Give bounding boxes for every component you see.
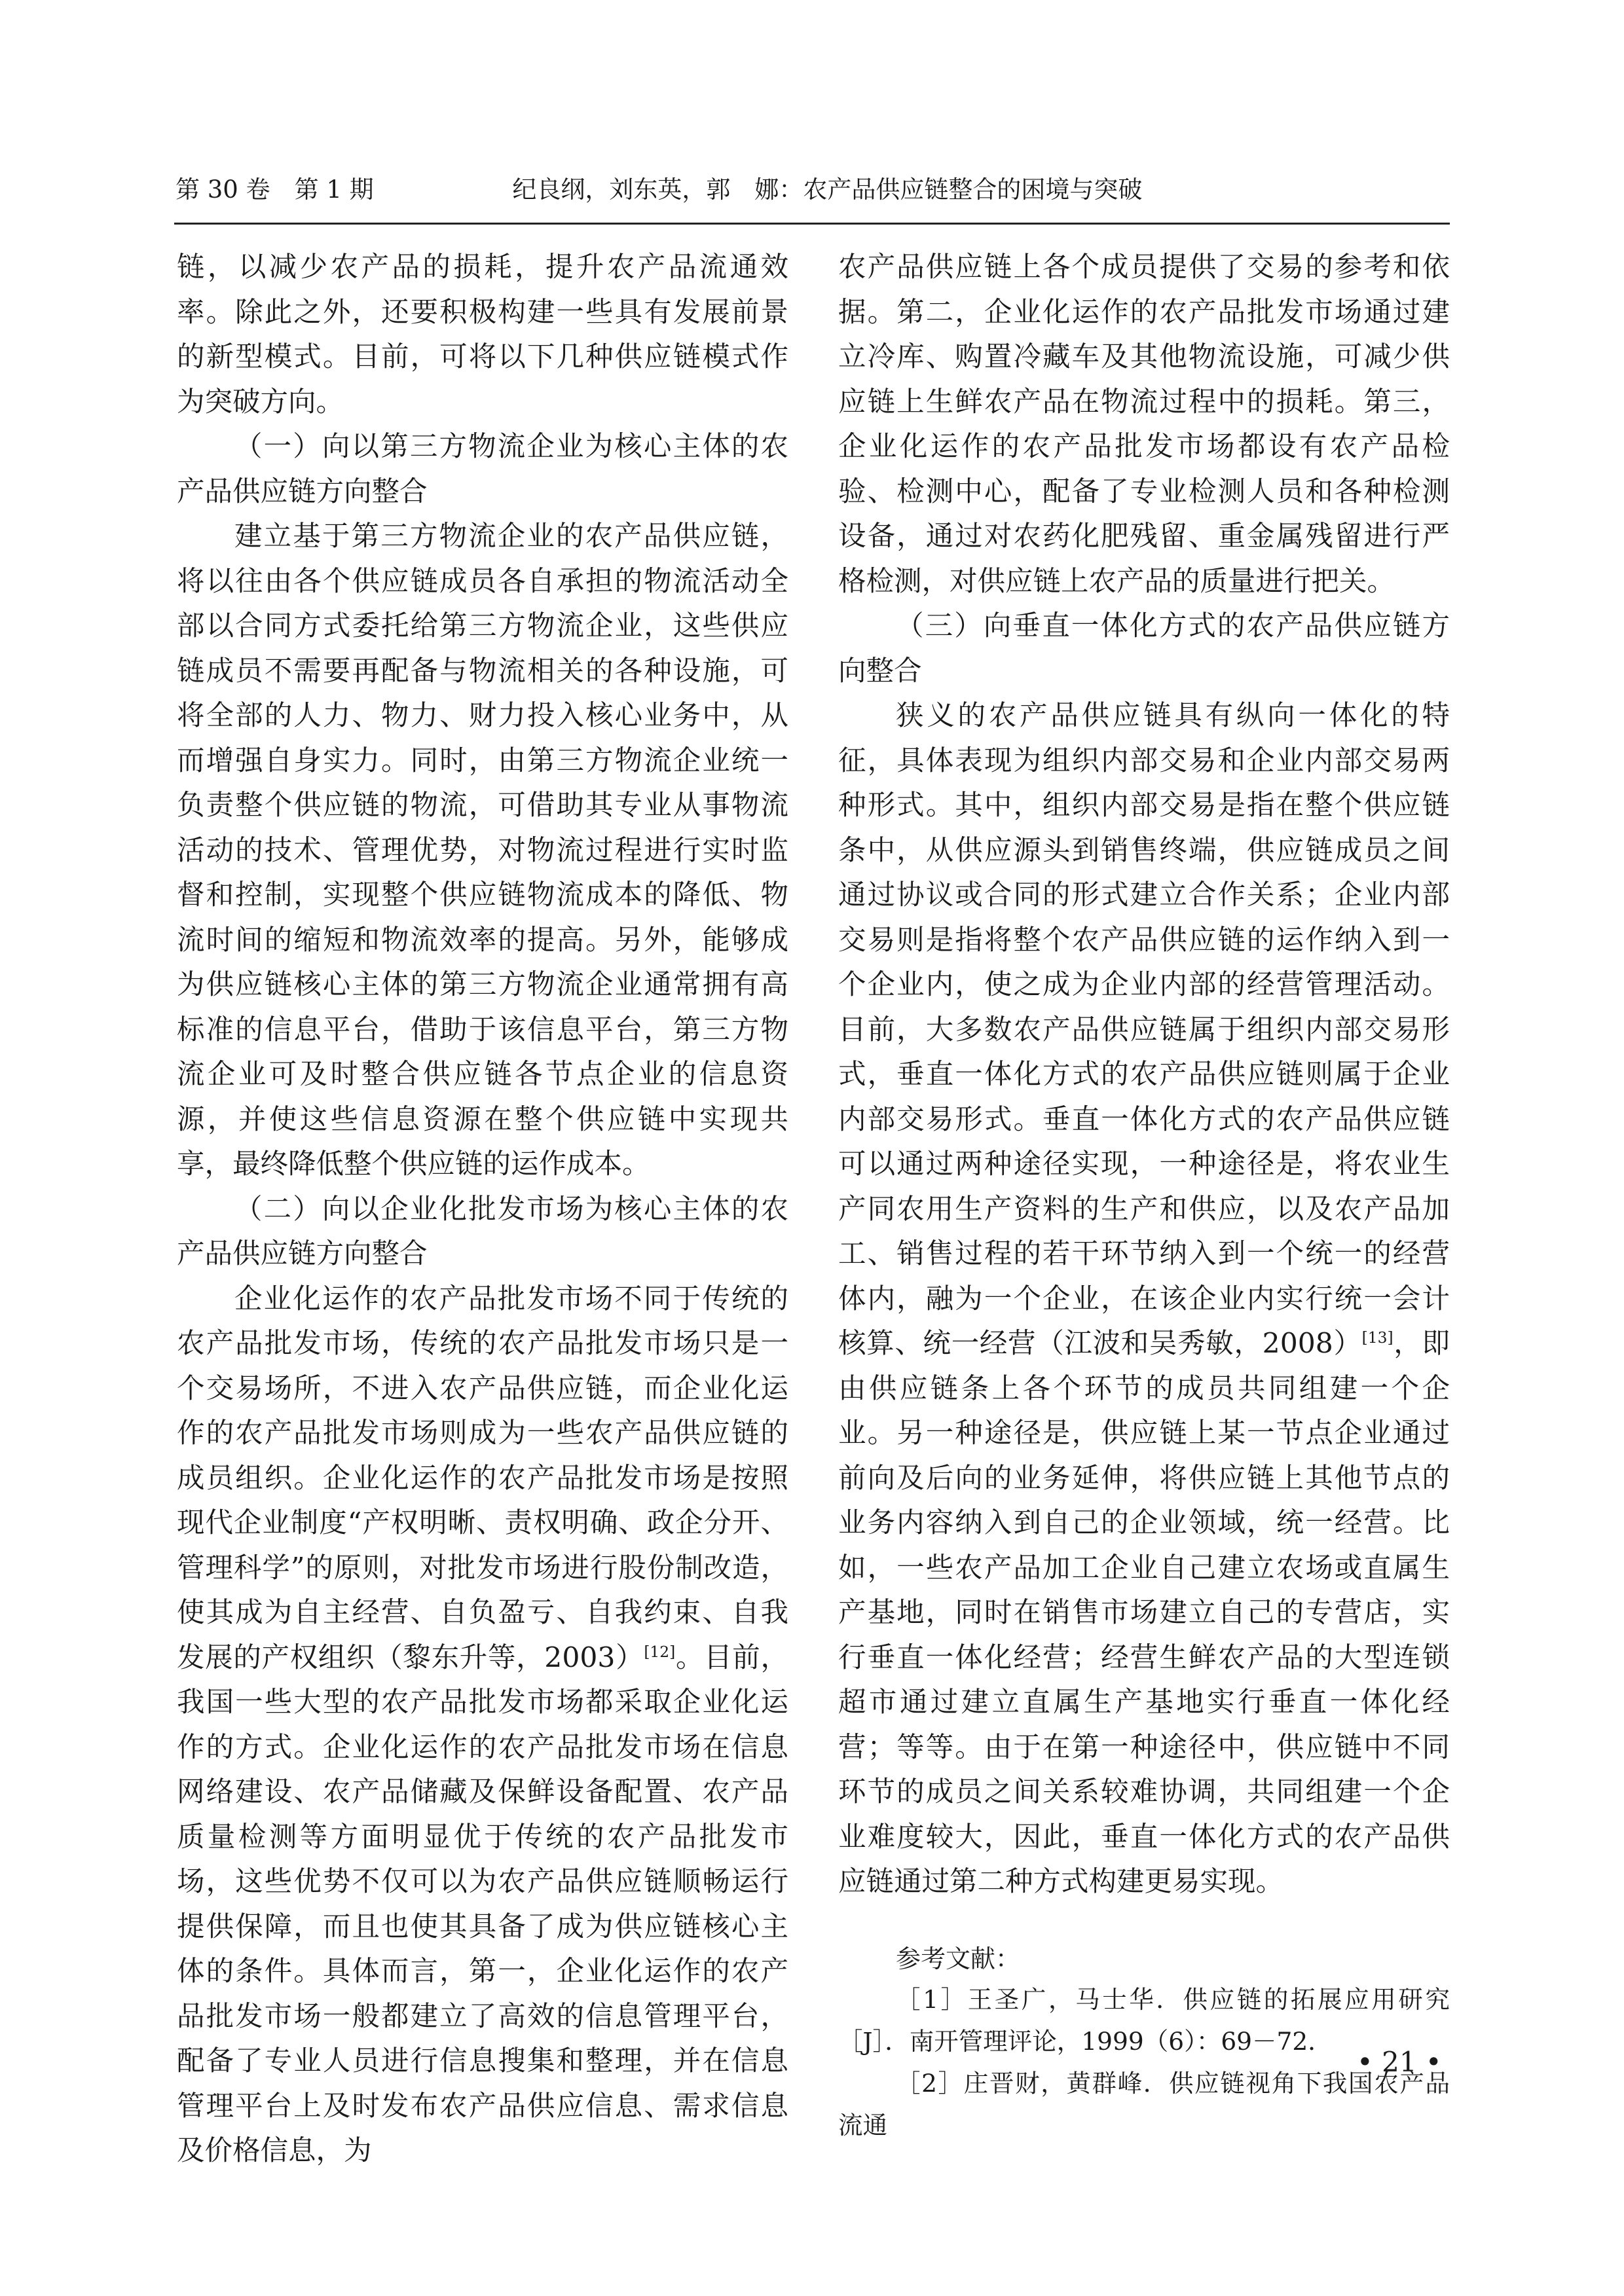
section-heading-1: （一）向以第三方物流企业为核心主体的农产品供应链方向整合 bbox=[177, 431, 788, 508]
header-rule bbox=[174, 223, 1450, 225]
citation-13: [13] bbox=[1361, 1328, 1393, 1347]
paragraph-text: 狭义的农产品供应链具有纵向一体化的特征，具体表现为组织内部交易和企业内部交易两种形式。其中，组织内部交易是指在整个供应链条中，从供应源头到销售终端，供应链成员之间通过协议或合同的形式建立合作关系；企业内部交易则是指将整个农产品供应链的运作纳入到一个企业内，使之成为企业内部的经营管理活动。目前，大多数农产品供应链属于组织内部交易形式，垂直一体化方式的农产品供应链则属于企业内部交易形式。垂直一体化方式的农产品供应链可以通过两种途径实现，一种途径是，将农业生产同农用生产资料的生产和供应，以及农产品加工、销售过程的若干环节纳入到一个统一的经营体内，融为一个企业，在该企业内实行统一会计核算、统一经营（江波和吴秀敏，2008） bbox=[838, 700, 1450, 1360]
paragraph-continued: 链，以减少农产品的损耗，提升农产品流通效率。除此之外，还要积极构建一些具有发展前景的新型模式。目前，可将以下几种供应链模式作为突破方向。 bbox=[177, 251, 788, 418]
paragraph-third-party-logistics: 建立基于第三方物流企业的农产品供应链，将以往由各个供应链成员各自承担的物流活动全部以合同方式委托给第三方物流企业，这些供应链成员不需要再配备与物流相关的各种设施，可将全部的人力、物力、财力投入核心业务中，从而增强自身实力。同时，由第三方物流企业统一负责整个供应链的物流，可借助其专业从事物流活动的技术、管理优势，对物流过程进行实时监督和控制，实现整个供应链物流成本的降低、物流时间的缩短和物流效率的提高。另外，能够成为供应链核心主体的第三方物流企业通常拥有高标准的信息平台，借助于该信息平台，第三方物流企业可及时整合供应链各节点企业的信息资源，并使这些信息资源在整个供应链中实现共享，最终降低整个供应链的运作成本。 bbox=[177, 520, 788, 1180]
running-header bbox=[175, 173, 1142, 206]
paragraph-text: 。目前，我国一些大型的农产品批发市场都采取企业化运作的方式。企业化运作的农产品批发市场在信息网络建设、农产品储藏及保鲜设备配置、农产品质量检测等方面明显优于传统的农产品批发市场，这些优势不仅可以为农产品供应链顺畅运行提供保障，而且也使其具备了成为供应链核心主体的条件。具体而言，第一，企业化运作的农产品批发市场一般都建立了高效的信息管理平台，配备了专业人员进行信息搜集和整理，并在信息管理平台上及时发布农产品供应信息、需求信息及价格信息，为 bbox=[177, 1641, 788, 2167]
left-column bbox=[177, 246, 788, 2174]
paragraph-continued: 农产品供应链上各个成员提供了交易的参考和依据。第二，企业化运作的农产品批发市场通过建立冷库、购置冷藏车及其他物流设施，可减少供应链上生鲜农产品在物流过程中的损耗。第三，企业化运作的农产品批发市场都设有农产品检验、检测中心，配备了专业检测人员和各种检测设备，通过对农药化肥残留、重金属残留进行严格检测，对供应链上农产品的质量进行把关。 bbox=[838, 251, 1450, 598]
article-authors-title: 纪良纲，刘东英，郭 娜：农产品供应链整合的困境与突破 bbox=[512, 175, 1143, 204]
reference-item: ［2］庄晋财，黄群峰．供应链视角下我国农产品流通 bbox=[838, 2068, 1450, 2140]
paragraph-vertical-integration bbox=[838, 694, 1450, 1905]
paragraph-text: ，即由供应链条上各个环节的成员共同组建一个企业。另一种途径是，供应链上某一节点企业通过前向及后向的业务延伸，将供应链上其他节点的业务内容纳入到自己的企业领域，统一经营。比如，一些农产品加工企业自己建立农场或直属生产基地，同时在销售市场建立自己的专营店，实行垂直一体化经营；经营生鲜农产品的大型连锁超市通过建立直属生产基地实行垂直一体化经营；等等。由于在第一种途径中，供应链中不同环节的成员之间关系较难协调，共同组建一个企业难度较大，因此，垂直一体化方式的农产品供应链通过第二种方式构建更易实现。 bbox=[838, 1328, 1450, 1898]
paragraph-text: 企业化运作的农产品批发市场不同于传统的农产品批发市场，传统的农产品批发市场只是一个交易场所，不进入农产品供应链，而企业化运作的农产品批发市场则成为一些农产品供应链的成员组织。企业化运作的农产品批发市场是按照现代企业制度“产权明晰、责权明确、政企分开、管理科学”的原则，对批发市场进行股份制改造，使其成为自主经营、自负盈亏、自我约束、自我发展的产权组织（黎东升等，2003） bbox=[177, 1283, 788, 1674]
journal-volume-issue: 第 30 卷 第 1 期 bbox=[175, 175, 374, 204]
right-column bbox=[838, 246, 1450, 2146]
paragraph-wholesale-market bbox=[177, 1277, 788, 2174]
page-number: • 21 • bbox=[1357, 2046, 1442, 2078]
references-title: 参考文献： bbox=[896, 1944, 1021, 1973]
reference-item: ［1］王圣广，马士华．供应链的拓展应用研究［J］．南开管理评论，1999（6）：69－72． bbox=[838, 1984, 1450, 2056]
citation-12: [12] bbox=[644, 1642, 676, 1661]
section-heading-3: （三）向垂直一体化方式的农产品供应链方向整合 bbox=[838, 610, 1450, 687]
section-heading-2: （二）向以企业化批发市场为核心主体的农产品供应链方向整合 bbox=[177, 1193, 788, 1270]
